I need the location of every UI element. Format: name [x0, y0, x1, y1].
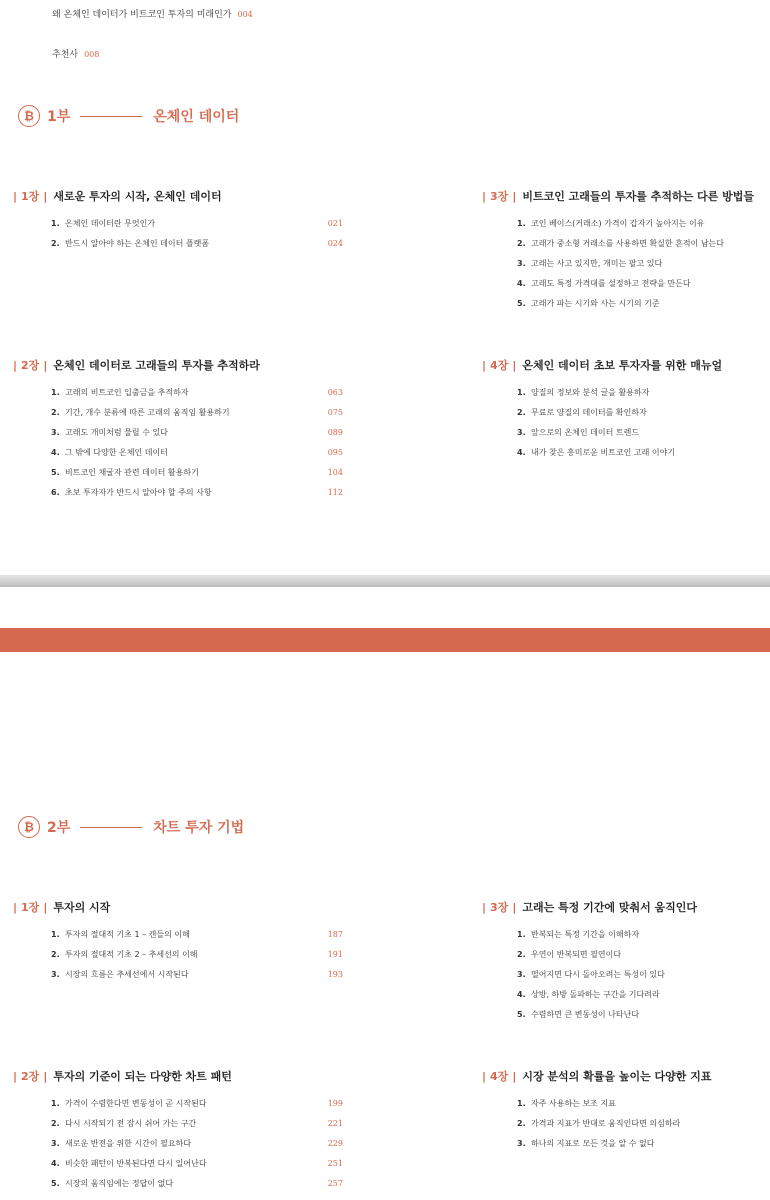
- item-number: 1.: [51, 387, 60, 397]
- chapter-label: 1장: [21, 901, 40, 914]
- toc-page-number: 075: [327, 407, 343, 417]
- toc-item[interactable]: [51, 1113, 343, 1133]
- toc-page-number: 251: [327, 1158, 343, 1168]
- item-number: 3.: [517, 258, 526, 268]
- item-number: 4.: [517, 278, 526, 288]
- part-title: 차트 투자 기법: [153, 820, 245, 836]
- accent-band: [0, 628, 770, 652]
- item-number: 2.: [51, 949, 60, 959]
- toc-page-number: 008: [84, 50, 100, 59]
- chapter-title: 온체인 데이터로 고래들의 투자를 추적하라: [53, 359, 260, 372]
- chapter-bar-divider: |: [13, 900, 18, 914]
- chapter-heading[interactable]: [13, 899, 343, 915]
- item-number: 3.: [51, 1138, 60, 1148]
- item-title: 투자의 절대적 기초 1 – 캔들의 이해: [65, 929, 190, 939]
- chapter-bar-divider: |: [13, 358, 18, 372]
- item-number: 4.: [517, 447, 526, 457]
- toc-item[interactable]: [51, 233, 343, 253]
- item-number: 3.: [517, 1138, 526, 1148]
- item-title: 고래도 특정 가격대를 설정하고 전략을 만든다: [531, 278, 691, 288]
- chapter-heading[interactable]: [482, 1068, 762, 1084]
- item-number: 3.: [51, 427, 60, 437]
- item-title: 양질의 정보와 분석 글을 활용하자: [531, 387, 650, 397]
- item-number: 5.: [517, 1009, 526, 1019]
- toc-item[interactable]: [51, 442, 343, 462]
- item-title: 기간, 개수 분류에 따른 고래의 움직임 활용하기: [65, 407, 230, 417]
- item-number: 1.: [517, 218, 526, 228]
- toc-item[interactable]: [51, 1093, 343, 1113]
- item-number: 2.: [51, 238, 60, 248]
- toc-intro-line[interactable]: [52, 7, 253, 20]
- toc-page-number: 229: [327, 1138, 343, 1148]
- toc-page-number: 089: [327, 427, 343, 437]
- item-number: 1.: [517, 1098, 526, 1108]
- chapter-bar-divider: |: [512, 1069, 517, 1083]
- toc-page-number: 004: [237, 10, 253, 19]
- toc-item[interactable]: [51, 924, 343, 944]
- chapter-block: [482, 357, 762, 462]
- chapter-label: 2장: [21, 359, 40, 372]
- toc-page-number: 187: [327, 929, 343, 939]
- toc-intro-text: 추천사: [52, 50, 79, 60]
- chapter-bar-divider: |: [512, 189, 517, 203]
- chapter-bar-divider: |: [482, 1069, 487, 1083]
- toc-item[interactable]: [51, 964, 343, 984]
- toc-item[interactable]: [517, 1004, 762, 1024]
- item-title: 다시 시작되기 전 잠시 쉬어 가는 구간: [65, 1118, 197, 1128]
- part-number: 2부: [47, 820, 71, 836]
- chapter-label: 4장: [490, 1070, 509, 1083]
- page-divider: [0, 575, 770, 587]
- item-title: 온체인 데이터란 무엇인가: [65, 218, 156, 228]
- item-title: 고래는 사고 있지만, 개미는 팔고 있다: [531, 258, 663, 268]
- item-number: 4.: [517, 989, 526, 999]
- toc-item[interactable]: [517, 422, 762, 442]
- chapter-bar-divider: |: [43, 900, 48, 914]
- part-header: [18, 104, 239, 128]
- chapter-bar-divider: |: [512, 900, 517, 914]
- item-number: 1.: [51, 218, 60, 228]
- toc-item[interactable]: [517, 233, 762, 253]
- item-title: 반드시 알아야 하는 온체인 데이터 플랫폼: [65, 238, 210, 248]
- toc-item[interactable]: [517, 402, 762, 422]
- item-title: 가격과 지표가 반대로 움직인다면 의심하라: [531, 1118, 681, 1128]
- toc-page-number: 191: [327, 949, 343, 959]
- item-number: 1.: [51, 1098, 60, 1108]
- chapter-bar-divider: |: [482, 900, 487, 914]
- chapter-title: 새로운 투자의 시작, 온체인 데이터: [53, 190, 222, 203]
- toc-item[interactable]: [51, 1173, 343, 1193]
- toc-page-number: 221: [327, 1118, 343, 1128]
- toc-item[interactable]: [51, 213, 343, 233]
- item-title: 떨어지면 다시 돌아오려는 특성이 있다: [531, 969, 665, 979]
- toc-page-number: 199: [327, 1098, 343, 1108]
- chapter-label: 2장: [21, 1070, 40, 1083]
- item-number: 3.: [51, 969, 60, 979]
- chapter-block: [13, 188, 343, 253]
- part-header: [18, 815, 244, 839]
- toc-page-number: 024: [327, 238, 343, 248]
- toc-item[interactable]: [517, 944, 762, 964]
- item-number: 5.: [51, 1178, 60, 1188]
- item-number: 2.: [517, 949, 526, 959]
- chapter-heading[interactable]: [13, 1068, 343, 1084]
- chapter-heading[interactable]: [482, 188, 762, 204]
- chapter-title: 투자의 기준이 되는 다양한 차트 패턴: [53, 1070, 232, 1083]
- toc-item[interactable]: [517, 924, 762, 944]
- item-title: 하나의 지표로 모든 것을 알 수 없다: [531, 1138, 655, 1148]
- part-number: 1부: [47, 109, 71, 125]
- chapter-title: 투자의 시작: [53, 901, 111, 914]
- chapter-block: [482, 899, 762, 1024]
- item-title: 코인 베이스(거래소) 가격이 갑자기 높아지는 이유: [531, 218, 705, 228]
- item-number: 1.: [517, 929, 526, 939]
- toc-intro-line[interactable]: [52, 47, 99, 60]
- chapter-bar-divider: |: [43, 189, 48, 203]
- toc-item[interactable]: [51, 462, 343, 482]
- item-title: 새로운 반전을 위한 시간이 필요하다: [65, 1138, 192, 1148]
- toc-item[interactable]: [51, 382, 343, 402]
- chapter-heading[interactable]: [482, 357, 762, 373]
- item-number: 3.: [517, 427, 526, 437]
- toc-item[interactable]: [517, 442, 762, 462]
- toc-item[interactable]: [517, 1113, 762, 1133]
- toc-item[interactable]: [51, 482, 343, 502]
- chapter-heading[interactable]: [482, 899, 762, 915]
- toc-page-number: 021: [327, 218, 343, 228]
- chapter-title: 고래는 특정 기간에 맞춰서 움직인다: [522, 901, 698, 914]
- toc-item[interactable]: [517, 253, 762, 273]
- toc-page-number: 095: [327, 447, 343, 457]
- toc-item[interactable]: [517, 964, 762, 984]
- toc-page-number: 112: [327, 487, 343, 497]
- item-number: 2.: [51, 1118, 60, 1128]
- part-title: 온체인 데이터: [153, 109, 240, 125]
- chapter-heading[interactable]: [13, 188, 343, 204]
- item-title: 시장의 움직임에는 정답이 없다: [65, 1178, 174, 1188]
- item-number: 2.: [51, 407, 60, 417]
- chapter-block: [13, 899, 343, 984]
- toc-page-number: 063: [327, 387, 343, 397]
- item-title: 초보 투자자가 반드시 알아야 할 주의 사항: [65, 487, 212, 497]
- toc-page-number: 104: [327, 467, 343, 477]
- chapter-bar-divider: |: [43, 358, 48, 372]
- chapter-bar-divider: |: [482, 189, 487, 203]
- item-number: 1.: [517, 387, 526, 397]
- chapter-label: 1장: [21, 190, 40, 203]
- item-number: 1.: [51, 929, 60, 939]
- item-number: 2.: [517, 1118, 526, 1128]
- part-rule-divider: [80, 116, 142, 117]
- item-number: 5.: [51, 467, 60, 477]
- chapter-label: 3장: [490, 901, 509, 914]
- chapter-bar-divider: |: [482, 358, 487, 372]
- item-number: 2.: [517, 407, 526, 417]
- chapter-block: [482, 1068, 762, 1153]
- chapter-block: [482, 188, 762, 313]
- part-rule-divider: [80, 827, 142, 828]
- toc-intro-text: 왜 온체인 데이터가 비트코인 투자의 미래인가: [52, 10, 232, 20]
- item-title: 그 밖에 다양한 온체인 데이터: [65, 447, 168, 457]
- toc-item[interactable]: [517, 382, 762, 402]
- toc-item[interactable]: [51, 1133, 343, 1153]
- toc-page-number: 193: [327, 969, 343, 979]
- item-title: 가격이 수렴한다면 변동성이 곧 시작된다: [65, 1098, 207, 1108]
- item-title: 시장의 흐름은 추세선에서 시작된다: [65, 969, 189, 979]
- chapter-bar-divider: |: [13, 189, 18, 203]
- chapter-block: [13, 357, 343, 502]
- chapter-title: 비트코인 고래들의 투자를 추적하는 다른 방법들: [522, 190, 755, 203]
- item-number: 2.: [517, 238, 526, 248]
- item-title: 자주 사용하는 보조 지표: [531, 1098, 616, 1108]
- chapter-title: 시장 분석의 확률을 높이는 다양한 지표: [522, 1070, 712, 1083]
- chapter-block: [13, 1068, 343, 1193]
- item-title: 앞으로의 온체인 데이터 트렌드: [531, 427, 640, 437]
- toc-page-number: 257: [327, 1178, 343, 1188]
- toc-item[interactable]: [517, 984, 762, 1004]
- item-title: 투자의 절대적 기초 2 – 추세선의 이해: [65, 949, 198, 959]
- chapter-label: 3장: [490, 190, 509, 203]
- item-number: 6.: [51, 487, 60, 497]
- chapter-title: 온체인 데이터 초보 투자자를 위한 매뉴얼: [522, 359, 723, 372]
- item-title: 고래가 파는 시기와 사는 시기의 기준: [531, 298, 660, 308]
- item-title: 반복되는 특정 기간을 이해하자: [531, 929, 640, 939]
- toc-item[interactable]: [517, 273, 762, 293]
- item-title: 무료로 양질의 데이터를 확인하자: [531, 407, 647, 417]
- toc-item[interactable]: [517, 1093, 762, 1113]
- toc-item[interactable]: [517, 293, 762, 313]
- item-number: 4.: [51, 1158, 60, 1168]
- item-number: 3.: [517, 969, 526, 979]
- toc-item[interactable]: [51, 1153, 343, 1173]
- bitcoin-icon: ₿: [18, 816, 40, 838]
- bitcoin-icon: ₿: [18, 105, 40, 127]
- item-title: 수렴하면 큰 변동성이 나타난다: [531, 1009, 640, 1019]
- toc-item[interactable]: [517, 213, 762, 233]
- item-title: 고래의 비트코인 입출금을 추적하자: [65, 387, 189, 397]
- toc-item[interactable]: [51, 944, 343, 964]
- chapter-bar-divider: |: [43, 1069, 48, 1083]
- chapter-bar-divider: |: [13, 1069, 18, 1083]
- chapter-bar-divider: |: [512, 358, 517, 372]
- item-number: 4.: [51, 447, 60, 457]
- item-title: 고래가 중소형 거래소를 사용하면 확실한 흔적이 남는다: [531, 238, 724, 248]
- item-title: 상방, 하방 돌파하는 구간을 기다려라: [531, 989, 660, 999]
- item-title: 비트코인 채굴자 관련 데이터 활용하기: [65, 467, 199, 477]
- item-title: 내가 찾은 흥미로운 비트코인 고래 이야기: [531, 447, 676, 457]
- toc-item[interactable]: [51, 402, 343, 422]
- chapter-heading[interactable]: [13, 357, 343, 373]
- item-number: 5.: [517, 298, 526, 308]
- item-title: 고래도 개미처럼 물릴 수 있다: [65, 427, 168, 437]
- toc-item[interactable]: [51, 422, 343, 442]
- item-title: 비슷한 패턴이 반복된다면 다시 일어난다: [65, 1158, 207, 1168]
- chapter-label: 4장: [490, 359, 509, 372]
- toc-item[interactable]: [517, 1133, 762, 1153]
- item-title: 우연이 반복되면 필연이다: [531, 949, 622, 959]
